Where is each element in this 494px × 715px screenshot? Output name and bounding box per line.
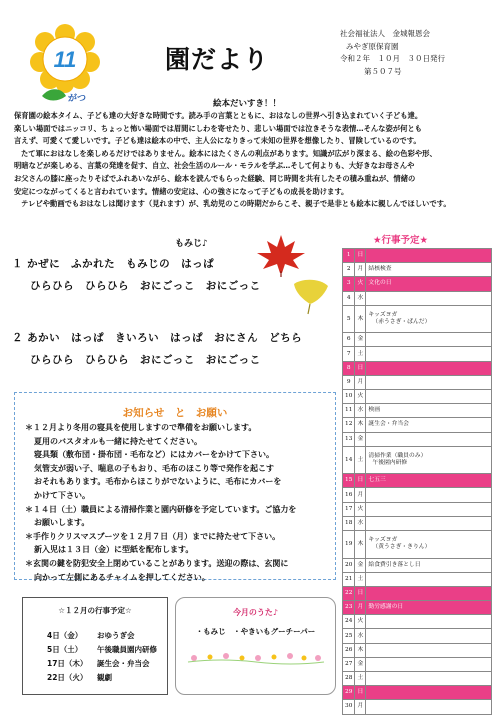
notice-line: ＊１４日（土）職員による清掃作業と園内研修を予定しています。ご協力を xyxy=(25,504,297,514)
verse1-line1: １ かぜに ふかれた もみじの はっぱ xyxy=(12,258,215,270)
schedule-weekday: 火 xyxy=(355,277,366,291)
red-maple-leaf-icon xyxy=(255,233,307,277)
schedule-day: 30 xyxy=(343,700,355,714)
intro-line: 保育園の絵本タイム、子ども達の大好きな時間です。読み手の言葉とともに、おはなしの世界へ引き込まれていく子ども達。 xyxy=(14,111,423,120)
schedule-weekday: 金 xyxy=(355,558,366,572)
schedule-row xyxy=(343,531,492,559)
nursery-name: みやぎ原保育園 xyxy=(346,41,399,51)
schedule-row xyxy=(343,657,492,671)
schedule-weekday: 火 xyxy=(355,502,366,516)
schedule-weekday: 月 xyxy=(355,700,366,714)
schedule-weekday: 水 xyxy=(355,291,366,305)
schedule-title: ★行事予定★ xyxy=(373,235,429,246)
schedule-row xyxy=(343,572,492,586)
schedule-row xyxy=(343,672,492,686)
schedule-day: 20 xyxy=(343,558,355,572)
schedule-day: 23 xyxy=(343,601,355,615)
schedule-weekday: 金 xyxy=(355,657,366,671)
schedule-weekday: 水 xyxy=(355,516,366,530)
schedule-weekday: 日 xyxy=(355,586,366,600)
schedule-row xyxy=(343,643,492,657)
schedule-row xyxy=(343,474,492,488)
schedule-day: 11 xyxy=(343,404,355,418)
schedule-day: 27 xyxy=(343,657,355,671)
schedule-event: 清掃作業（職員のみ） 午後園内研修 xyxy=(366,446,492,474)
schedule-weekday: 火 xyxy=(355,615,366,629)
schedule-event xyxy=(366,432,492,446)
schedule-row xyxy=(343,375,492,389)
intro-line: たて軍におはなしを楽しめるだけではありません。絵本にはたくさんの利点があります。知識が広がり深まる、絵の色彩や形、 xyxy=(21,148,437,158)
event-date: 4日（金） xyxy=(47,631,83,640)
schedule-weekday: 日 xyxy=(355,249,366,263)
schedule-event: 七五三 xyxy=(366,474,492,488)
issue-number: 第５０７号 xyxy=(364,66,402,76)
schedule-event xyxy=(366,700,492,714)
schedule-weekday: 日 xyxy=(355,686,366,700)
schedule-row xyxy=(343,418,492,432)
schedule-event xyxy=(366,657,492,671)
schedule-event xyxy=(366,291,492,305)
schedule-row xyxy=(343,502,492,516)
schedule-weekday: 木 xyxy=(355,418,366,432)
december-event-row xyxy=(47,644,157,655)
schedule-weekday: 月 xyxy=(355,263,366,277)
schedule-day: 19 xyxy=(343,531,355,559)
schedule-day: 21 xyxy=(343,572,355,586)
intro-line: 言えず、可愛くて愛しいです。子ども達は絵本の中で、主人公になりきって未知の世界を想像したり、冒険しているのです。 xyxy=(14,136,421,146)
december-event-row xyxy=(47,630,135,641)
schedule-row xyxy=(343,361,492,375)
issue-date: 令和２年 １０月 ３０日発行 xyxy=(340,54,445,63)
intro-line: 安定につながってくると言われています。情緒の安定は、心の強さになって子どもの成長を助けます。 xyxy=(14,186,349,196)
schedule-event xyxy=(366,516,492,530)
schedule-day: 9 xyxy=(343,375,355,389)
event-date: 22日（火） xyxy=(47,673,88,682)
december-events-box xyxy=(22,597,168,695)
schedule-day: 15 xyxy=(343,474,355,488)
schedule-day: 14 xyxy=(343,446,355,474)
notice-line: 気管支が弱い子、喘息の子もおり、毛布のほこり等で発作を起こす xyxy=(34,463,274,473)
schedule-row xyxy=(343,277,492,291)
schedule-event: 文化の日 xyxy=(366,277,492,291)
schedule-event xyxy=(366,375,492,389)
schedule-day: 25 xyxy=(343,629,355,643)
notice-line: おそれもあります。毛布からほこりがでないように、毛布にカバーを xyxy=(34,477,282,487)
schedule-event xyxy=(366,488,492,502)
schedule-weekday: 土 xyxy=(355,672,366,686)
event-name: 誕生会・弁当会 xyxy=(97,659,150,668)
schedule-table xyxy=(342,248,492,715)
schedule-event: 誕生会・弁当会 xyxy=(366,418,492,432)
schedule-event xyxy=(366,502,492,516)
schedule-row xyxy=(343,404,492,418)
notice-line: 向かって左側にあるチャイムを押してください。 xyxy=(34,572,210,582)
notice-line: 寝具類（敷布団・掛布団・毛布など）にはカバーをかけて下さい。 xyxy=(34,450,274,460)
schedule-row xyxy=(343,263,492,277)
event-date: 17日（木） xyxy=(47,659,88,668)
schedule-day: 3 xyxy=(343,277,355,291)
schedule-day: 13 xyxy=(343,432,355,446)
event-name: 午後職員園内研修 xyxy=(97,645,157,654)
schedule-event xyxy=(366,643,492,657)
schedule-weekday: 木 xyxy=(355,531,366,559)
schedule-day: 29 xyxy=(343,686,355,700)
schedule-row xyxy=(343,347,492,361)
schedule-day: 22 xyxy=(343,586,355,600)
schedule-event xyxy=(366,686,492,700)
schedule-event xyxy=(366,390,492,404)
schedule-day: 18 xyxy=(343,516,355,530)
schedule-row xyxy=(343,516,492,530)
schedule-weekday: 火 xyxy=(355,390,366,404)
schedule-event xyxy=(366,629,492,643)
schedule-event: 勤労感謝の日 xyxy=(366,601,492,615)
schedule-weekday: 木 xyxy=(355,305,366,333)
verse2-line2: ひらひら ひらひら おにごっこ おにごっこ xyxy=(30,354,261,366)
schedule-row xyxy=(343,432,492,446)
schedule-weekday: 水 xyxy=(355,404,366,418)
schedule-row xyxy=(343,615,492,629)
schedule-day: 24 xyxy=(343,615,355,629)
schedule-row xyxy=(343,333,492,347)
newsletter-title: 園だより xyxy=(165,45,270,74)
schedule-row xyxy=(343,291,492,305)
month-number: 11 xyxy=(53,47,77,72)
schedule-weekday: 日 xyxy=(355,361,366,375)
notice-line: 新入児は１３日（金）に型紙を配布します。 xyxy=(34,545,194,555)
schedule-event xyxy=(366,572,492,586)
schedule-event xyxy=(366,347,492,361)
schedule-row xyxy=(343,446,492,474)
notice-line: 夏用のバスタオルも一緒に持たせてください。 xyxy=(34,436,202,446)
schedule-day: 10 xyxy=(343,390,355,404)
schedule-day: 12 xyxy=(343,418,355,432)
schedule-day: 4 xyxy=(343,291,355,305)
schedule-event: キッズヨガ （黄うさぎ・きりん） xyxy=(366,531,492,559)
intro-line: 楽しい場面ではニッコリ、ちょっと怖い場面では眉間にしわを寄せたり、悲しい場面では泣きそうな表情…そんな姿が何とも xyxy=(14,123,422,133)
verse1-line2: ひらひら ひらひら おにごっこ おにごっこ xyxy=(30,280,261,292)
org-name: 社会福祉法人 金城報恩会 xyxy=(340,29,430,38)
schedule-weekday: 土 xyxy=(355,347,366,361)
schedule-row xyxy=(343,686,492,700)
schedule-weekday: 水 xyxy=(355,629,366,643)
schedule-weekday: 金 xyxy=(355,432,366,446)
schedule-event xyxy=(366,672,492,686)
schedule-day: 28 xyxy=(343,672,355,686)
month-flower-logo xyxy=(30,24,100,106)
schedule-weekday: 日 xyxy=(355,474,366,488)
month-unit: がつ xyxy=(67,94,87,104)
ginkgo-leaf-icon xyxy=(290,278,330,314)
schedule-weekday: 木 xyxy=(355,643,366,657)
event-name: おゆうぎ会 xyxy=(97,631,135,640)
intro-line: テレビや動画でもおはなしは聞けます（見れます）が、乳幼児のこの時期だからこそ、親子で是非とも絵本に親しんでほしいです。 xyxy=(21,199,451,209)
intro-line: お父さんの膝に座ったりそばでふれあいながら、絵本を読んでもらった経験、同じ時間を共有したその積み重ねが、情緒の xyxy=(14,173,416,183)
schedule-event xyxy=(366,586,492,600)
schedule-day: 26 xyxy=(343,643,355,657)
notice-line: ＊１２月より冬用の寝具を使用しますので準備をお願いします。 xyxy=(25,423,257,432)
notice-line: お願いします。 xyxy=(34,518,90,528)
december-event-row xyxy=(47,658,150,669)
schedule-day: 5 xyxy=(343,305,355,333)
monthly-song-title: 今月のうた♪ xyxy=(232,608,279,617)
schedule-event: 給食費引き落とし日 xyxy=(366,558,492,572)
december-events-title: ☆１２月の行事予定☆ xyxy=(58,606,132,615)
notice-line: ＊手作りクリスマスブーツを１２月７日（月）までに持たせて下さい。 xyxy=(25,531,281,541)
december-event-row xyxy=(47,672,112,683)
intro-heading: 絵本だいすき！！ xyxy=(212,99,281,109)
schedule-row xyxy=(343,601,492,615)
verse2-line1: ２ あかい はっぱ きいろい はっぱ おにさん どちら xyxy=(12,332,303,344)
intro-body xyxy=(14,110,484,211)
schedule-day: 2 xyxy=(343,263,355,277)
schedule-event xyxy=(366,615,492,629)
schedule-row xyxy=(343,488,492,502)
schedule-event: キッズヨガ （赤うさぎ・ぱんだ） xyxy=(366,305,492,333)
schedule-weekday: 金 xyxy=(355,333,366,347)
schedule-row xyxy=(343,629,492,643)
schedule-event: 結核検査 xyxy=(366,263,492,277)
schedule-day: 6 xyxy=(343,333,355,347)
schedule-weekday: 月 xyxy=(355,488,366,502)
schedule-event xyxy=(366,249,492,263)
notice-title: お知らせ と お願い xyxy=(122,407,228,419)
schedule-day: 16 xyxy=(343,488,355,502)
schedule-event xyxy=(366,361,492,375)
flower-border-icon xyxy=(186,646,326,668)
schedule-weekday: 土 xyxy=(355,572,366,586)
notice-line: かけて下さい。 xyxy=(34,490,90,500)
monthly-song-box xyxy=(175,597,336,695)
schedule-day: 7 xyxy=(343,347,355,361)
schedule-row xyxy=(343,586,492,600)
schedule-weekday: 月 xyxy=(355,601,366,615)
event-date: 5日（土） xyxy=(47,645,83,654)
monthly-song-list: ・もみじ ・やきいもグーチーパー xyxy=(195,627,316,636)
schedule-row xyxy=(343,558,492,572)
schedule-weekday: 月 xyxy=(355,375,366,389)
schedule-day: 1 xyxy=(343,249,355,263)
notice-box xyxy=(14,392,336,580)
notice-body xyxy=(25,421,331,584)
event-name: 観劇 xyxy=(97,673,112,682)
schedule-event xyxy=(366,333,492,347)
schedule-row xyxy=(343,249,492,263)
schedule-row xyxy=(343,390,492,404)
schedule-day: 8 xyxy=(343,361,355,375)
schedule-day: 17 xyxy=(343,502,355,516)
schedule-weekday: 土 xyxy=(355,446,366,474)
intro-line: 明暗などが楽しめる、言葉の発達を促す、自立、社会生活のルール・モラルを学ぶ…そして何よりも、大好きなお母さんや xyxy=(14,161,415,171)
schedule-row xyxy=(343,305,492,333)
publisher-block xyxy=(340,28,445,78)
schedule-event: 検画 xyxy=(366,404,492,418)
schedule-row xyxy=(343,700,492,714)
song-title: もみじ♪ xyxy=(175,239,208,249)
notice-line: ＊玄関の鍵を防犯安全上閉めていることがあります。送迎の際は、玄関に xyxy=(25,558,289,568)
